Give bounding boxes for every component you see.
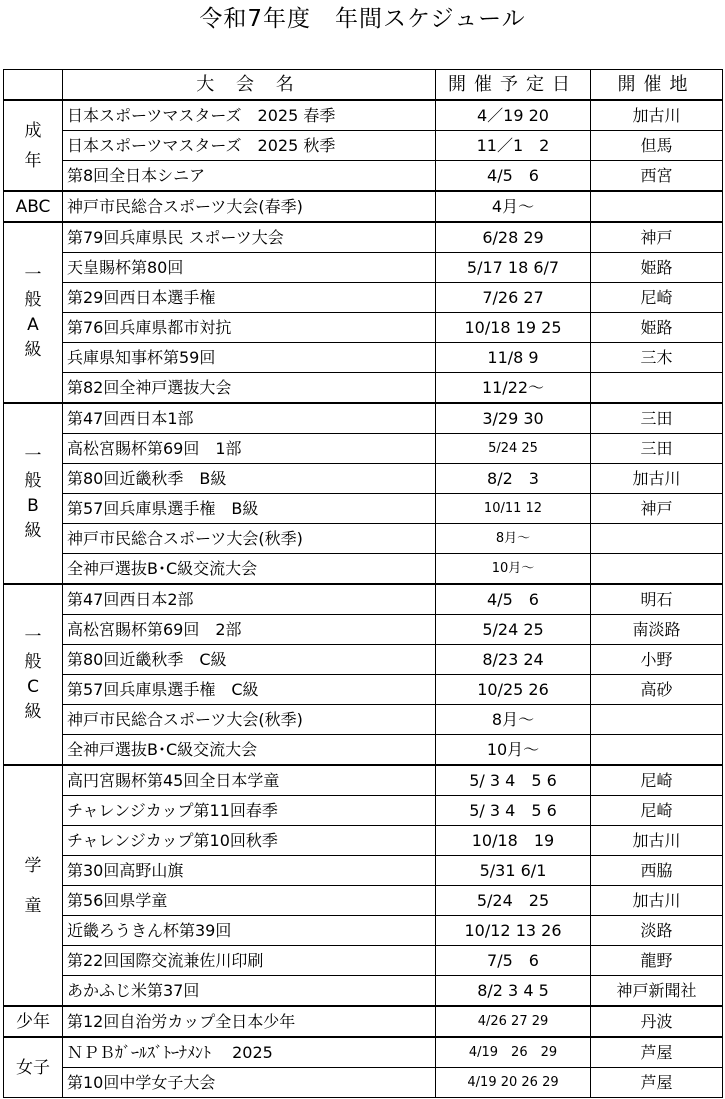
category-char: 年 (24, 150, 42, 171)
event-venue: 南淡路 (591, 615, 723, 645)
table-row (4, 675, 723, 705)
event-venue (591, 705, 723, 735)
category-char: 一 (24, 626, 42, 647)
category-label (4, 100, 63, 191)
event-venue: 三田 (591, 434, 723, 464)
event-venue: 神戸新聞社 (591, 976, 723, 1007)
event-name: 第57回兵庫県選手権 B級 (63, 494, 436, 524)
event-venue: 西脇 (591, 856, 723, 886)
event-date: 7/26 27 (436, 283, 591, 313)
page-title: 令和7年度 年間スケジュール (199, 6, 526, 32)
table-row (4, 554, 723, 585)
category-char: 成 (24, 120, 42, 141)
event-venue: 西宮 (591, 161, 723, 192)
event-date: 10月～ (436, 735, 591, 766)
event-venue: 尼崎 (591, 796, 723, 826)
event-date: 11/22～ (436, 373, 591, 404)
event-name: 全神戸選抜B･C級交流大会 (63, 554, 436, 585)
event-date: 4/19 26 29 (436, 1037, 591, 1068)
table-row (4, 946, 723, 976)
table-row (4, 524, 723, 554)
event-name: 日本スポーツマスターズ 2025 春季 (63, 100, 436, 131)
event-venue (591, 524, 723, 554)
table-row (4, 705, 723, 735)
event-name: 神戸市民総合スポーツ大会(秋季) (63, 705, 436, 735)
category-char: 般 (24, 651, 42, 672)
table-row (4, 253, 723, 283)
event-name: 神戸市民総合スポーツ大会(秋季) (63, 524, 436, 554)
category-char: B (27, 495, 39, 516)
category-label (4, 222, 63, 403)
event-date: 5/24 25 (436, 886, 591, 916)
table-row (4, 343, 723, 373)
category-label (4, 765, 63, 1006)
event-date: 10月～ (436, 554, 591, 585)
table-row (4, 403, 723, 434)
event-name: 全神戸選抜B･C級交流大会 (63, 735, 436, 766)
event-venue (591, 735, 723, 766)
event-name: 第57回兵庫県選手権 C級 (63, 675, 436, 705)
table-row (4, 1068, 723, 1098)
event-name: 近畿ろうきん杯第39回 (63, 916, 436, 946)
category-char: 童 (24, 895, 42, 916)
table-row (4, 131, 723, 161)
event-venue: 淡路 (591, 916, 723, 946)
category-char: A (27, 314, 39, 335)
event-date: 5/24 25 (436, 615, 591, 645)
event-date: 4/19 20 26 29 (436, 1068, 591, 1098)
event-name: 兵庫県知事杯第59回 (63, 343, 436, 373)
table-row (4, 161, 723, 192)
event-venue: 丹波 (591, 1006, 723, 1037)
event-date: 5/24 25 (436, 434, 591, 464)
table-row (4, 796, 723, 826)
event-date: 11/8 9 (436, 343, 591, 373)
table-row (4, 735, 723, 766)
event-name: 第22回国際交流兼佐川印刷 (63, 946, 436, 976)
event-venue: 加古川 (591, 886, 723, 916)
category-char: 一 (24, 445, 42, 466)
event-venue (591, 554, 723, 585)
category-char: 一 (24, 264, 42, 285)
event-name: 第79回兵庫県民 スポーツ大会 (63, 222, 436, 253)
table-row (4, 373, 723, 404)
event-name: 高松宮賜杯第69回 2部 (63, 615, 436, 645)
table-row (4, 826, 723, 856)
event-date: 8/2 3 (436, 464, 591, 494)
event-date: 4／19 20 (436, 100, 591, 131)
table-row (4, 1037, 723, 1068)
table-row (4, 191, 723, 222)
event-name: 天皇賜杯第80回 (63, 253, 436, 283)
category-char: C (27, 676, 39, 697)
event-venue: 明石 (591, 584, 723, 615)
event-date: 11／1 2 (436, 131, 591, 161)
table-row (4, 886, 723, 916)
event-date: 8月～ (436, 524, 591, 554)
event-name: チャレンジカップ第10回秋季 (63, 826, 436, 856)
event-date: 10/18 19 25 (436, 313, 591, 343)
table-row (4, 100, 723, 131)
event-date: 4月～ (436, 191, 591, 222)
table-row (4, 464, 723, 494)
event-name: 第29回西日本選手権 (63, 283, 436, 313)
event-venue: 龍野 (591, 946, 723, 976)
category-label (4, 403, 63, 584)
table-row (4, 1006, 723, 1037)
event-venue: 尼崎 (591, 283, 723, 313)
table-row (4, 434, 723, 464)
category-char: 学 (24, 855, 42, 876)
table-row (4, 615, 723, 645)
event-venue: 三木 (591, 343, 723, 373)
category-label: 女子 (4, 1037, 63, 1098)
event-name: 神戸市民総合スポーツ大会(春季) (63, 191, 436, 222)
event-name: ＮＰＢｶﾞｰﾙｽﾞﾄｰﾅﾒﾝﾄ 2025 (63, 1037, 436, 1068)
table-row (4, 313, 723, 343)
event-date: 10/11 12 (436, 494, 591, 524)
event-venue: 尼崎 (591, 765, 723, 796)
table-row (4, 765, 723, 796)
table-row (4, 283, 723, 313)
category-char: 般 (24, 470, 42, 491)
event-venue (591, 191, 723, 222)
category-label (4, 584, 63, 765)
table-row (4, 584, 723, 615)
event-date: 8月～ (436, 705, 591, 735)
event-date: 4/5 6 (436, 161, 591, 192)
event-name: 第76回兵庫県都市対抗 (63, 313, 436, 343)
table-row (4, 222, 723, 253)
event-venue (591, 373, 723, 404)
event-date: 5/31 6/1 (436, 856, 591, 886)
event-date: 5/ 3 4 5 6 (436, 796, 591, 826)
event-venue: 神戸 (591, 222, 723, 253)
event-date: 4/5 6 (436, 584, 591, 615)
category-char: 級 (24, 520, 42, 541)
event-date: 8/23 24 (436, 645, 591, 675)
event-venue: 加古川 (591, 826, 723, 856)
date-header: 開催予定日 (436, 70, 591, 101)
category-char: 般 (24, 289, 42, 310)
schedule-table (3, 69, 723, 1098)
event-name: 第47回西日本1部 (63, 403, 436, 434)
venue-header: 開催地 (591, 70, 723, 101)
event-name: 第30回高野山旗 (63, 856, 436, 886)
event-venue: 但馬 (591, 131, 723, 161)
event-venue: 芦屋 (591, 1037, 723, 1068)
table-row (4, 916, 723, 946)
event-name: 日本スポーツマスターズ 2025 秋季 (63, 131, 436, 161)
category-label: ABC (4, 191, 63, 222)
event-venue: 高砂 (591, 675, 723, 705)
event-date: 5/ 3 4 5 6 (436, 765, 591, 796)
event-date: 7/5 6 (436, 946, 591, 976)
event-name: 高松宮賜杯第69回 1部 (63, 434, 436, 464)
schedule-body (4, 100, 723, 1098)
event-name: 第82回全神戸選抜大会 (63, 373, 436, 404)
event-venue: 三田 (591, 403, 723, 434)
event-name: 第8回全日本シニア (63, 161, 436, 192)
category-char: 級 (24, 701, 42, 722)
event-date: 10/12 13 26 (436, 916, 591, 946)
event-date: 4/26 27 29 (436, 1006, 591, 1037)
event-name: 第10回中学女子大会 (63, 1068, 436, 1098)
event-venue: 加古川 (591, 464, 723, 494)
event-name: 第56回県学童 (63, 886, 436, 916)
event-venue: 芦屋 (591, 1068, 723, 1098)
table-row (4, 494, 723, 524)
category-label: 少年 (4, 1006, 63, 1037)
event-date: 8/2 3 4 5 (436, 976, 591, 1007)
table-row (4, 976, 723, 1007)
event-date: 3/29 30 (436, 403, 591, 434)
table-row (4, 645, 723, 675)
event-name: 高円宮賜杯第45回全日本学童 (63, 765, 436, 796)
event-name: 第80回近畿秋季 C級 (63, 645, 436, 675)
event-date: 6/28 29 (436, 222, 591, 253)
event-venue: 神戸 (591, 494, 723, 524)
event-venue: 小野 (591, 645, 723, 675)
event-venue: 加古川 (591, 100, 723, 131)
event-name: チャレンジカップ第11回春季 (63, 796, 436, 826)
category-header (4, 70, 63, 101)
table-header-row (4, 70, 723, 101)
event-venue: 姫路 (591, 253, 723, 283)
event-name-header: 大 会 名 (63, 70, 436, 101)
category-char: 級 (24, 339, 42, 360)
event-name: 第80回近畿秋季 B級 (63, 464, 436, 494)
table-row (4, 856, 723, 886)
event-venue: 姫路 (591, 313, 723, 343)
event-name: 第12回自治労カップ全日本少年 (63, 1006, 436, 1037)
event-name: 第47回西日本2部 (63, 584, 436, 615)
event-date: 10/25 26 (436, 675, 591, 705)
event-name: あかふじ米第37回 (63, 976, 436, 1007)
event-date: 10/18 19 (436, 826, 591, 856)
event-date: 5/17 18 6/7 (436, 253, 591, 283)
